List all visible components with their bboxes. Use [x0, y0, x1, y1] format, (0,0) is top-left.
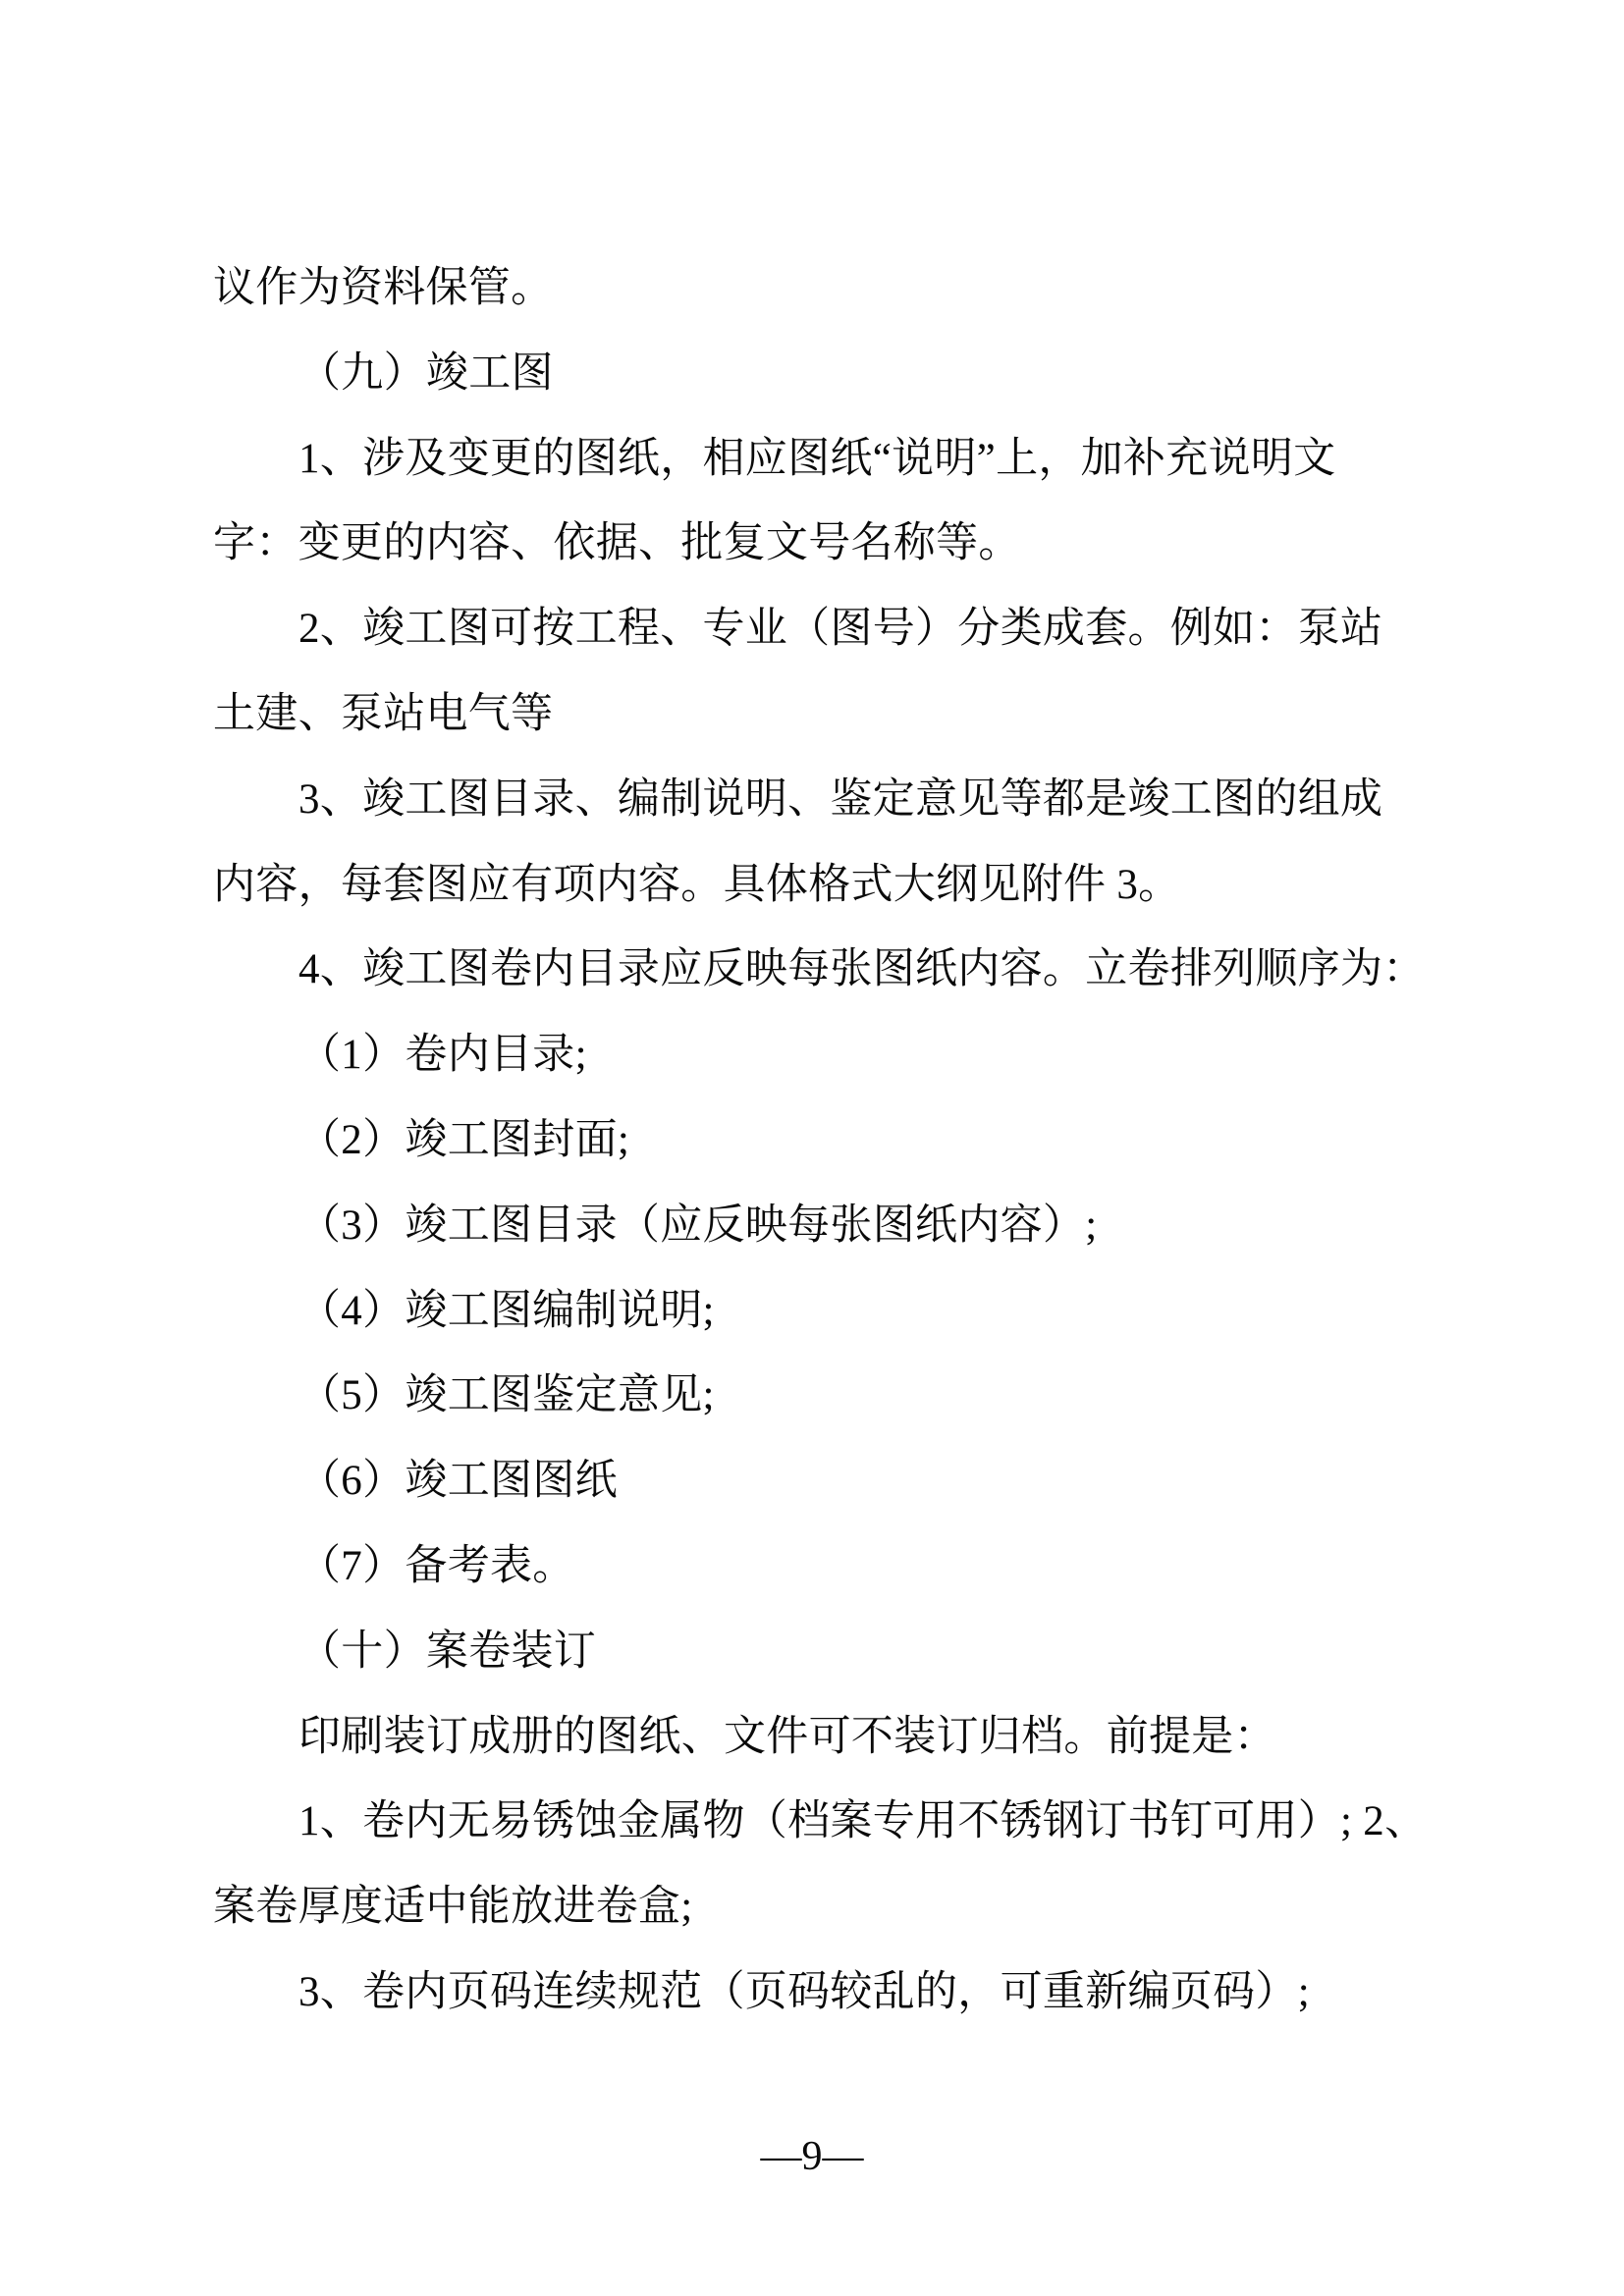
text-line: 土建、泵站电气等	[213, 690, 554, 737]
list-item: （2）竣工图封面;	[298, 1116, 630, 1163]
text-line: 1、卷内无易锈蚀金属物（档案专用不锈钢订书钉可用）; 2、	[298, 1798, 1428, 1845]
section-heading: （十）案卷装订	[298, 1628, 597, 1675]
text-line: 1、涉及变更的图纸，相应图纸“说明”上，加补充说明文	[298, 435, 1336, 482]
text-line: 2、竣工图可按工程、专业（图号）分类成套。例如：泵站	[298, 606, 1383, 653]
list-item: （4）竣工图编制说明;	[298, 1287, 715, 1334]
document-body	[213, 246, 1428, 2036]
text-line: 3、卷内页码连续规范（页码较乱的，可重新编页码）;	[298, 1968, 1310, 2015]
list-item: （6）竣工图图纸	[298, 1458, 618, 1505]
text-line: 4、竣工图卷内目录应反映每张图纸内容。立卷排列顺序为：	[298, 946, 1426, 993]
page-number: —9—	[760, 2134, 864, 2179]
text-line: 字：变更的内容、依据、批复文号名称等。	[213, 520, 1021, 567]
text-line: 议作为资料保管。	[213, 265, 554, 311]
list-item: （1）卷内目录;	[298, 1032, 587, 1079]
list-item: （5）竣工图鉴定意见;	[298, 1372, 715, 1419]
text-line: 印刷装订成册的图纸、文件可不装订归档。前提是：	[298, 1713, 1276, 1760]
text-line: 案卷厚度适中能放进卷盒;	[213, 1884, 693, 1931]
list-item: （3）竣工图目录（应反映每张图纸内容）;	[298, 1201, 1098, 1249]
section-heading: （九）竣工图	[298, 349, 554, 397]
list-item: （7）备考表。	[298, 1542, 575, 1589]
text-line: 3、竣工图目录、编制说明、鉴定意见等都是竣工图的组成	[298, 775, 1383, 823]
text-line: 内容，每套图应有项内容。具体格式大纲见附件 3。	[213, 861, 1181, 908]
